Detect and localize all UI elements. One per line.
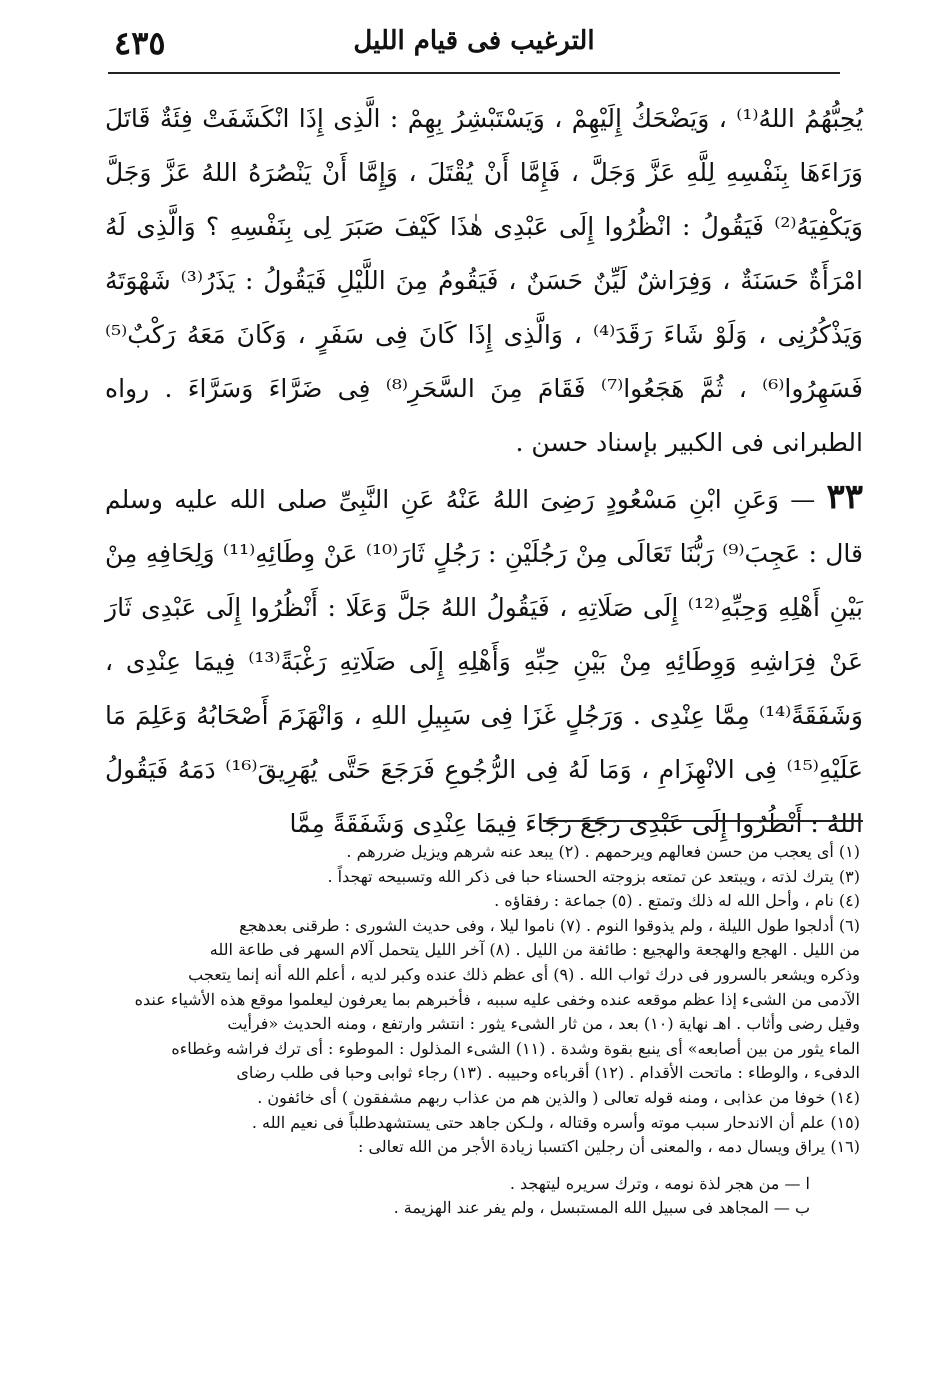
page-header — [108, 22, 840, 74]
running-title: الترغيب فى قيام الليل — [353, 26, 595, 56]
footnote-line: (١٥) علم أن الاندحار سبب موته وأسره وقتاله ، ولـكن جاهد حتى يستشهدطلباً فى نعيم الله . — [251, 1112, 860, 1132]
footnote-line: (٣) يترك لذته ، ويبتعد عن تمتعه بزوجته الحسناء حبا فى ذكر الله وتسبيحه تهجداً . — [327, 866, 860, 886]
main-text — [105, 92, 863, 851]
footnote-line: من الليل . الهجع والهجعة والهجيع : طائفة من الليل . (٨) آخر الليل يتحمل آلام السهر فى طاعة الله — [209, 940, 860, 960]
spacer — [102, 1160, 860, 1172]
sublist-item: ا — من هجر لذة نومه ، وترك سريره ليتهجد . — [509, 1173, 810, 1193]
footnote-line: (٤) نام ، وأحل الله له ذلك وتمتع . (٥) جماعة : رفقاؤه . — [494, 891, 860, 911]
footnote-line: (١٦) يراق ويسال دمه ، والمعنى أن رجلين اكتسبا زيادة الأجر من الله تعالى : — [357, 1137, 860, 1157]
hadith-number: ٣٣ — [826, 477, 863, 517]
paragraph-1: يُحِبُّهُمُ اللهُ⁽¹⁾ ، وَيَضْحَكُ إِلَيْهِمْ ، وَيَسْتَبْشِرُ بِهِمْ : الَّذِى إِذَا انْكَشَفَتْ فِئَةٌ قَاتَلَ وَرَاءَهَا بِنَفْسِهِ لِلَّهِ عَزَّ وَجَلَّ ، فَإِمَّا أَنْ يُقْتَلَ ، وَإِمَّا أَنْ يَنْصُرَهُ اللهُ عَزَّ وَجَلَّ وَيَكْفِيَهُ⁽²⁾ فَيَقُولُ : انْظُرُوا إِلَى عَبْدِى هٰذَا كَيْفَ صَبَرَ لِى بِنَفْسِهِ ؟ وَالَّذِى لَهُ امْرَأَةٌ حَسَنَةٌ ، وَفِرَاشٌ لَيِّنٌ حَسَنٌ ، فَيَقُومُ مِنَ اللَّيْلِ فَيَقُولُ : يَذَرُ⁽³⁾ شَهْوَتَهُ وَيَذْكُرُنِى ، وَلَوْ شَاءَ رَقَدَ⁽⁴⁾ ، وَالَّذِى إِذَا كَانَ فِى سَفَرٍ ، وَكَانَ مَعَهُ رَكْبٌ⁽⁵⁾ فَسَهِرُوا⁽⁶⁾ ، ثُمَّ هَجَعُوا⁽⁷⁾ فَقَامَ مِنَ السَّحَرِ⁽⁸⁾ فِى ضَرَّاءَ وَسَرَّاءَ . رواه الطبرانى فى الكبير بإسناد حسن . — [105, 104, 863, 457]
footnote-line: الماء يثور من بين أصابعه» أى ينبع بقوة وشدة . (١١) الشىء المذلول : الموطوء : أى ترك فراشه وغطاءه — [171, 1038, 860, 1058]
sublist-item: ب — المجاهد فى سبيل الله المستبسل ، ولم يفر عند الهزيمة . — [393, 1198, 810, 1218]
page-number: ٤٣٥ — [114, 24, 166, 62]
footnotes — [102, 840, 860, 1221]
paragraph-2-text: — وَعَنِ ابْنِ مَسْعُودٍ رَضِىَ اللهُ عَنْهُ عَنِ النَّبِىِّ صلى الله عليه وسلم قال : عَجِبَ⁽⁹⁾ رَبُّنَا تَعَالَى مِنْ رَجُلَيْنِ : رَجُلٍ ثَارَ⁽¹⁰⁾ عَنْ وِطَائِهِ⁽¹¹⁾ وَلِحَافِهِ مِنْ بَيْنِ أَهْلِهِ وَحِبِّهِ⁽¹²⁾ إِلَى صَلَاتِهِ ، فَيَقُولُ اللهُ جَلَّ وَعَلَا : أَنْظُرُوا إِلَى عَبْدِى ثَارَ عَنْ فِرَاشِهِ وَوِطَائِهِ مِنْ بَيْنِ حِبِّهِ وَأَهْلِهِ إِلَى صَلَاتِهِ رَغْبَةً⁽¹³⁾ فِيمَا عِنْدِى ، وَشَفَقَةً⁽¹⁴⁾ مِمَّا عِنْدِى . وَرَجُلٍ غَزَا فِى سَبِيلِ اللهِ ، وَانْهَزَمَ أَصْحَابُهُ وَعَلِمَ مَا عَلَيْهِ⁽¹⁵⁾ فِى الانْهِزَامِ ، وَمَا لَهُ فِى الرُّجُوعِ فَرَجَعَ حَتَّى يُهَرِيقَ⁽¹⁶⁾ دَمَهُ فَيَقُولُ اللهُ : أَنْظُرُوا إِلَى عَبْدِى رَجَعَ رَجَاءَ فِيمَا عِنْدِى وَشَفَقَةً مِمَّا — [105, 485, 863, 838]
footnote-line: (٦) أدلجوا طول الليلة ، ولم يذوقوا النوم . (٧) ناموا ليلا ، وفى حديث الشورى : طرقنى بعدهجع — [239, 915, 860, 935]
paragraph-2 — [105, 470, 863, 851]
footnote-line: وقيل رضى وأثاب . اهـ نهاية (١٠) بعد ، من ثار الشىء يثور : انتشر وارتفع ، ومنه الحديث «فرأيت — [227, 1014, 860, 1034]
footnote-line: الدفىء ، والوطاء : ماتحت الأقدام . (١٢) أقرباءه وحبيبه . (١٣) رجاء ثوابى وحبا فى طلب رضاى — [236, 1063, 860, 1083]
footnote-separator — [543, 820, 863, 822]
footnote-line: (١) أى يعجب من حسن فعالهم ويرحمهم . (٢) يبعد عنه شرهم ويزيل ضررهم . — [346, 842, 860, 861]
footnote-line: الآدمى من الشىء إذا عظم موقعه عنده وخفى عليه سببه ، فأخبرهم بما يعرفون ليعلموا موقع هذه الأشياء عنده — [134, 989, 860, 1009]
footnote-line: (١٤) خوفا من عذابى ، ومنه قوله تعالى ( والذين هم من عذاب ربهم مشفقون ) أى خائفون . — [257, 1087, 860, 1107]
footnote-line: وذكره ويشعر بالسرور فى درك ثواب الله . (٩) أى عظم ذلك عنده وكبر لديه ، أعلم الله أنه إنما يتعجب — [188, 964, 860, 984]
